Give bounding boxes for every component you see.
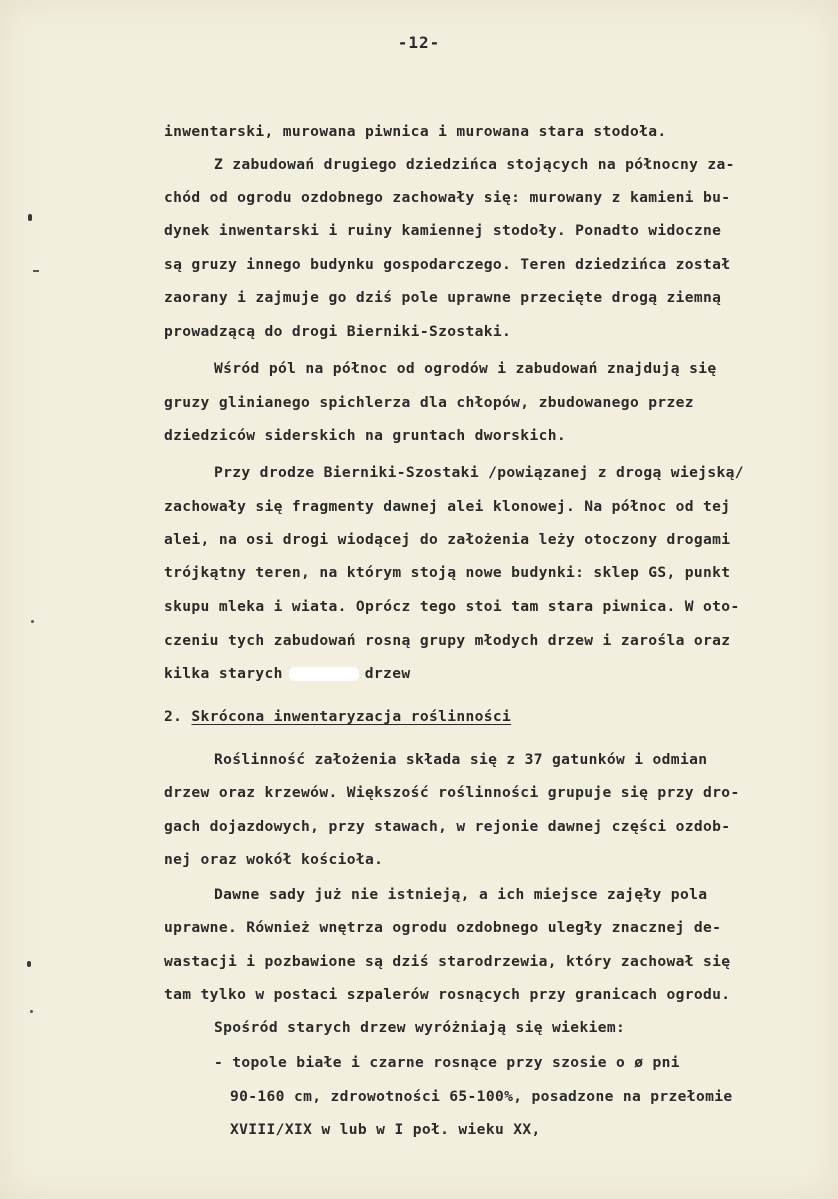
text-line: prowadzącą do drogi Bierniki-Szostaki. <box>164 323 512 340</box>
text-line: czeniu tych zabudowań rosną grupy młodych drzew i zarośla oraz <box>164 632 731 649</box>
text-line: gach dojazdowych, przy stawach, w rejonie dawnej części ozdob- <box>164 818 731 835</box>
list-item-continuation: XVIII/XIX w lub w I poł. wieku XX, <box>230 1121 541 1138</box>
page-number: -12- <box>397 33 441 52</box>
text-line: Z zabudowań drugiego dziedzińca stojących na północny za- <box>214 156 735 173</box>
section-number: 2. <box>164 708 183 725</box>
text-fragment: drzew <box>364 665 411 682</box>
text-line: Przy drodze Bierniki-Szostaki /powiązanej z drogą wiejską/ <box>214 464 744 481</box>
text-line: uprawne. Również wnętrza ogrodu ozdobnego uległy znacznej de- <box>164 919 722 936</box>
text-line: inwentarski, murowana piwnica i murowana stara stodoła. <box>164 123 667 140</box>
list-item-continuation: 90-160 cm, zdrowotności 65-100%, posadzone na przełomie <box>230 1088 733 1105</box>
text-line: wastacji i pozbawione są dziś starodrzewia, który zachował się <box>164 953 731 970</box>
text-fragment: kilka starych <box>164 665 283 682</box>
text-line: gruzy glinianego spichlerza dla chłopów, zbudowanego przez <box>164 394 694 411</box>
text-line: chód od ogrodu ozdobnego zachowały się: murowany z kamieni bu- <box>164 189 731 206</box>
text-line: skupu mleka i wiata. Oprócz tego stoi tam stara piwnica. W oto- <box>164 598 740 615</box>
redaction-mark <box>289 667 359 681</box>
section-title: Skrócona inwentaryzacja roślinności <box>191 708 512 725</box>
text-line <box>164 664 824 684</box>
text-line: Roślinność założenia składa się z 37 gatunków i odmian <box>214 751 708 768</box>
text-line: Dawne sady już nie istnieją, a ich miejsce zajęły pola <box>214 886 708 903</box>
margin-dot <box>31 620 34 623</box>
text-line: tam tylko w postaci szpalerów rosnących przy granicach ogrodu. <box>164 986 731 1003</box>
text-line: alei, na osi drogi wiodącej do założenia leży otoczony drogami <box>164 531 731 548</box>
margin-dot <box>30 1010 33 1013</box>
text-line: nej oraz wokół kościoła. <box>164 851 384 868</box>
text-line: drzew oraz krzewów. Większość roślinności grupuje się przy dro- <box>164 784 740 801</box>
margin-mark <box>27 961 31 967</box>
text-line: Wśród pól na północ od ogrodów i zabudowań znajdują się <box>214 360 717 377</box>
text-line: Spośród starych drzew wyróżniają się wiekiem: <box>214 1019 626 1036</box>
text-line: zaorany i zajmuje go dziś pole uprawne przecięte drogą ziemną <box>164 289 722 306</box>
margin-dash <box>33 270 39 272</box>
section-heading <box>164 707 511 727</box>
text-line: zachowały się fragmenty dawnej alei klonowej. Na północ od tej <box>164 498 731 515</box>
text-line: dynek inwentarski i ruiny kamiennej stodoły. Ponadto widoczne <box>164 222 722 239</box>
margin-mark <box>28 214 32 221</box>
list-item: - topole białe i czarne rosnące przy szosie o ø pni <box>214 1054 680 1071</box>
text-line: dziedziców siderskich na gruntach dworskich. <box>164 427 566 444</box>
text-line: trójkątny teren, na którym stoją nowe budynki: sklep GS, punkt <box>164 564 731 581</box>
text-line: są gruzy innego budynku gospodarczego. Teren dziedzińca został <box>164 256 731 273</box>
